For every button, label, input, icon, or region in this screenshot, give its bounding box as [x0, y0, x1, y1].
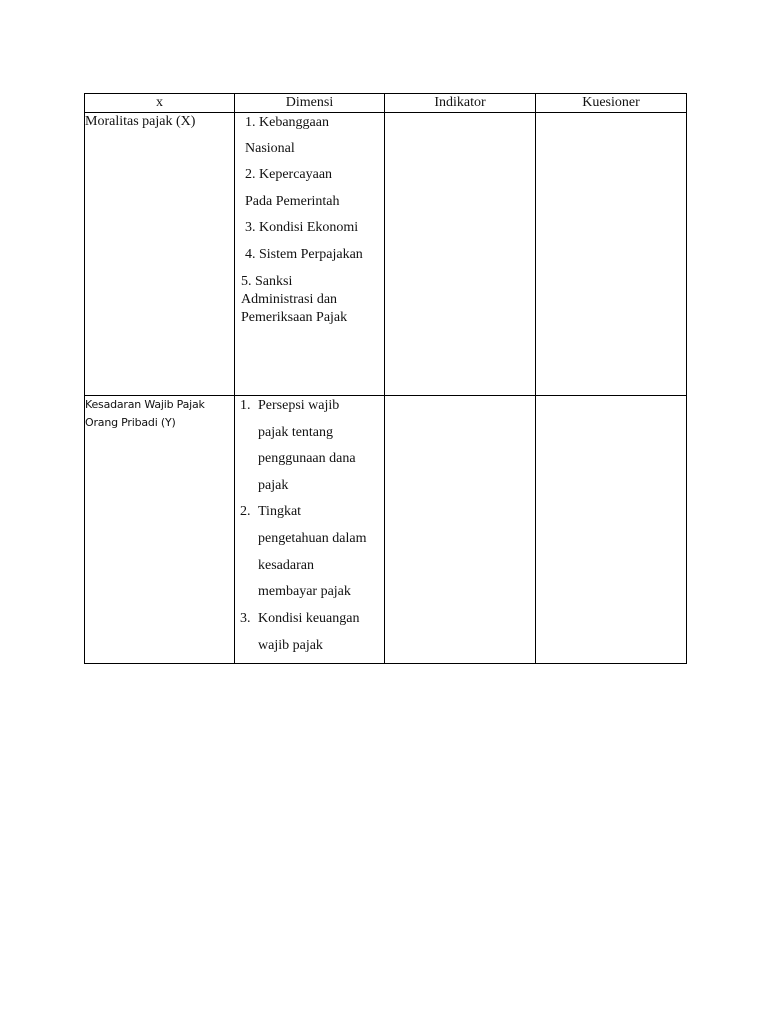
- list-number: 2.: [240, 504, 251, 519]
- header-dimensi: Dimensi: [235, 94, 385, 113]
- dimensi-cell-x: [235, 113, 385, 396]
- table-row: [85, 396, 687, 664]
- dimensi-line: pajak tentang: [258, 425, 334, 440]
- dimensi-line: kesadaran: [258, 558, 314, 573]
- table-row: [85, 113, 687, 396]
- indikator-cell-y: [385, 396, 536, 664]
- dimensi-line: Kondisi keuangan: [258, 611, 360, 626]
- dimensi-line: Nasional: [245, 141, 295, 156]
- variable-table: [84, 93, 687, 664]
- dimensi-line: penggunaan dana: [258, 451, 356, 466]
- variable-line: Orang Pribadi (Y): [85, 416, 176, 429]
- dimensi-line: Pemeriksaan Pajak: [241, 310, 348, 325]
- variable-line: Kesadaran Wajib Pajak: [85, 398, 205, 411]
- table-header-row: [85, 94, 687, 113]
- dimensi-line: pajak: [258, 478, 289, 493]
- kuesioner-cell-y: [536, 396, 687, 664]
- header-x: x: [85, 94, 235, 113]
- indikator-cell-x: [385, 113, 536, 396]
- list-number: 1.: [240, 398, 251, 413]
- dimensi-line: Pada Pemerintah: [245, 194, 340, 209]
- dimensi-line: pengetahuan dalam: [258, 531, 367, 546]
- dimensi-line: 4. Sistem Perpajakan: [245, 247, 363, 262]
- dimensi-line: membayar pajak: [258, 584, 351, 599]
- kuesioner-cell-x: [536, 113, 687, 396]
- dimensi-line: Administrasi dan: [241, 292, 338, 307]
- dimensi-line: wajib pajak: [258, 638, 323, 653]
- list-number: 3.: [240, 611, 251, 626]
- dimensi-line: 5. Sanksi: [241, 274, 293, 289]
- dimensi-line: 3. Kondisi Ekonomi: [245, 220, 359, 235]
- dimensi-line: 2. Kepercayaan: [245, 167, 333, 182]
- dimensi-line: 1. Kebanggaan: [245, 115, 329, 130]
- header-kuesioner: Kuesioner: [536, 94, 687, 113]
- header-indikator: Indikator: [385, 94, 536, 113]
- variable-cell-x: Moralitas pajak (X): [85, 113, 235, 396]
- dimensi-cell-y: [235, 396, 385, 664]
- variable-cell-y: [85, 396, 235, 664]
- dimensi-line: Persepsi wajib: [258, 398, 340, 413]
- dimensi-line: Tingkat: [258, 504, 302, 519]
